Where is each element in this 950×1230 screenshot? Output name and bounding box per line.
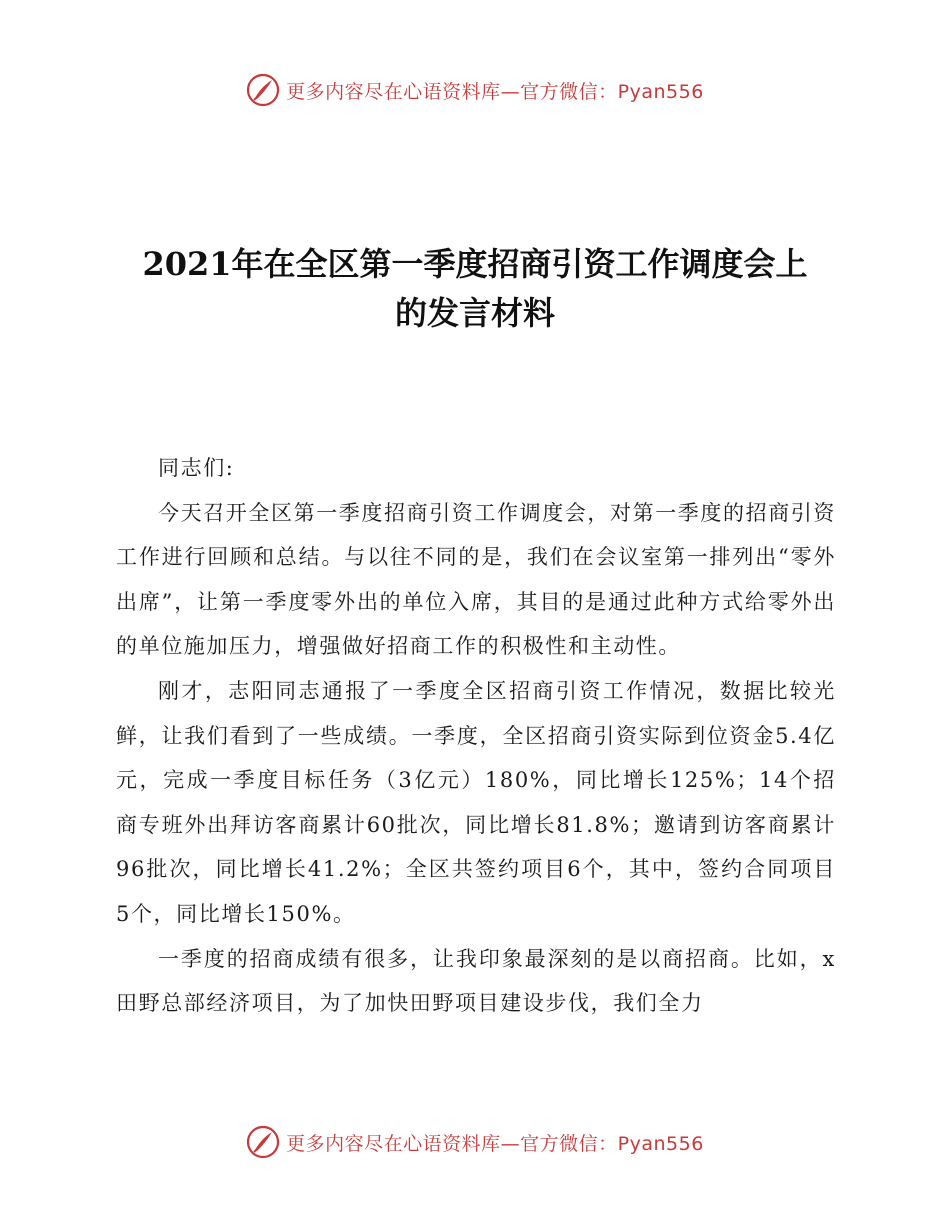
- watermark-text: 更多内容尽在心语资料库—官方微信：Pyan556: [286, 80, 704, 103]
- title-line-1: 2021年在全区第一季度招商引资工作调度会上: [142, 245, 808, 283]
- document-body: [116, 446, 836, 1026]
- greeting: 同志们:: [158, 456, 235, 480]
- document-title: [80, 240, 870, 338]
- quill-pen-icon: [246, 1125, 280, 1159]
- title-line-2: 的发言材料: [394, 294, 555, 332]
- quill-pen-icon: [246, 73, 280, 107]
- paragraph-2: 刚才，志阳同志通报了一季度全区招商引资工作情况，数据比较光鲜，让我们看到了一些成绩。一季度，全区招商引资实际到位资金5.4亿元，完成一季度目标任务（3亿元）180%，同比增长125%；14个招商专班外出拜访客商累计60批次，同比增长81.8%；邀请到访客商累计96批次，同比增长41.2%；全区共签约项目6个，其中，签约合同项目5个，同比增长150%。: [116, 678, 836, 926]
- footer-watermark: [0, 1124, 950, 1160]
- watermark-text: 更多内容尽在心语资料库—官方微信：Pyan556: [286, 1132, 704, 1155]
- header-watermark: [0, 72, 950, 108]
- paragraph-1: 今天召开全区第一季度招商引资工作调度会，对第一季度的招商引资工作进行回顾和总结。与以往不同的是，我们在会议室第一排列出“零外出席”，让第一季度零外出的单位入席，其目的是通过此种方式给零外出的单位施加压力，增强做好招商工作的积极性和主动性。: [116, 500, 836, 659]
- paragraph-3: 一季度的招商成绩有很多，让我印象最深刻的是以商招商。比如，x田野总部经济项目，为了加快田野项目建设步伐，我们全力: [116, 946, 836, 1016]
